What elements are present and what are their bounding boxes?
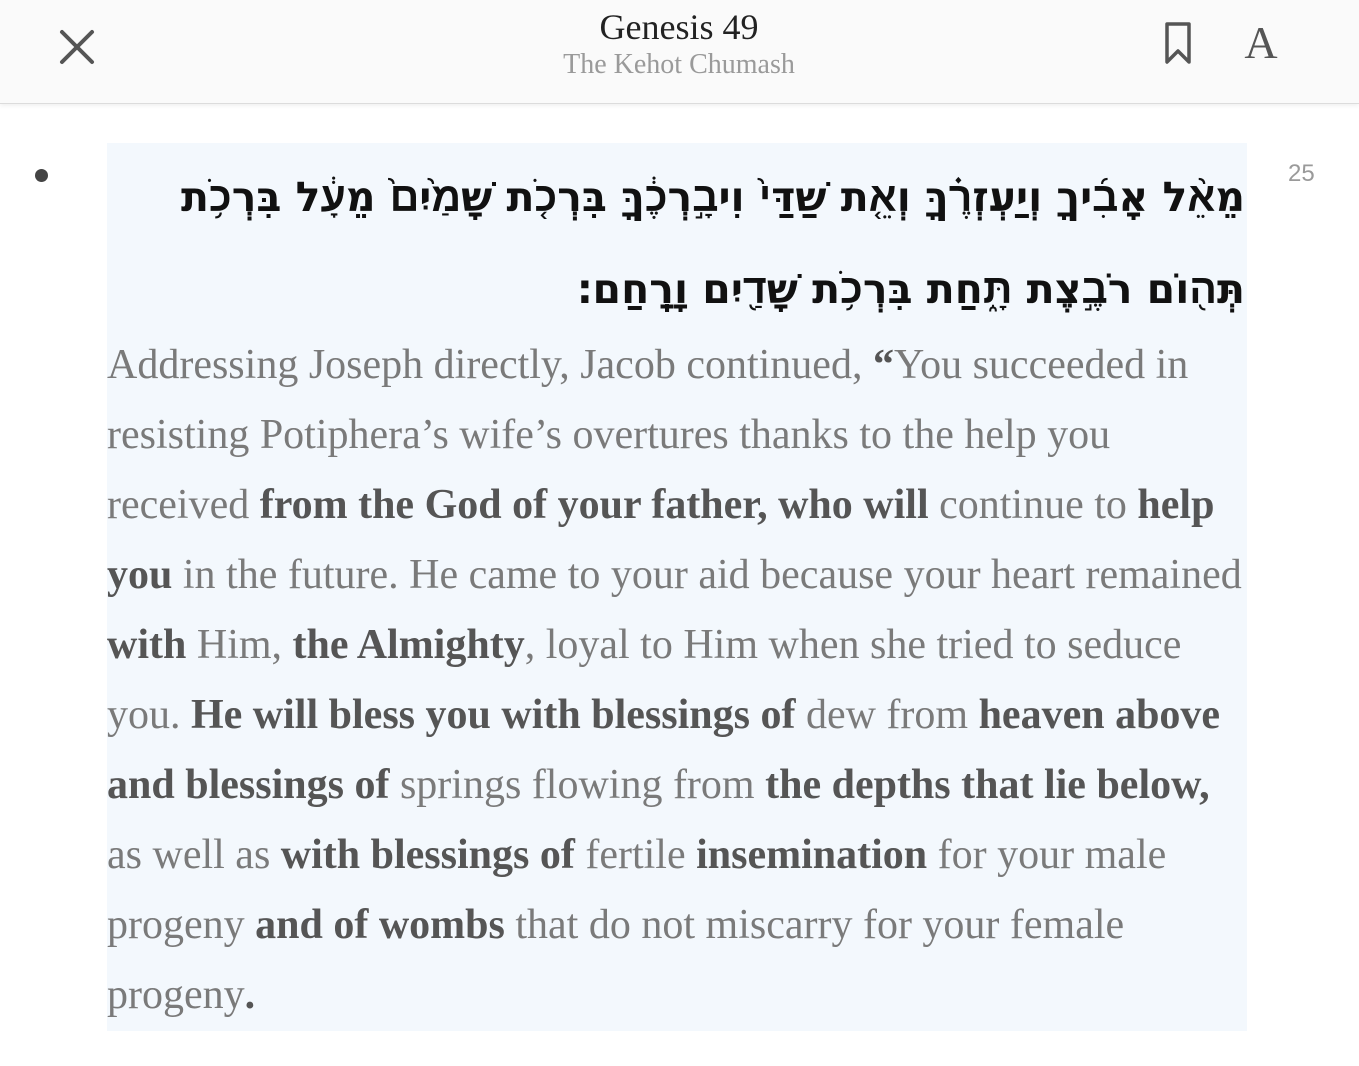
text-phrase: , loyal to Him when she tried to seduce you. [107,622,1182,738]
verse-number: 25 [1288,160,1315,187]
text-phrase: dew from [795,692,979,738]
text-phrase: for your male progeny [107,832,1167,948]
text-phrase: Addressing Joseph directly, Jacob continued, [107,342,873,388]
bookmark-button[interactable] [1158,20,1198,66]
top-bar [0,0,1359,104]
text-phrase: fertile [574,832,697,878]
font-size-button[interactable]: A [1244,17,1278,68]
bookmark-icon [1158,20,1198,66]
close-icon [52,22,102,72]
bold-phrase: with [107,622,187,668]
bold-phrase: insemination [696,832,928,878]
hebrew-verse-text: מֵאֵ֨ל אָבִ֜יךָ וְיַעְזְרֶ֗ךָּ וְאֵ֤ת שַׁדַּי֙ וִיבָ֣רְכֶ֔ךָּ בִּרְכֹ֤ת שָׁמַ֙יִם֙ מֵעָ֔ל בִּרְכֹ֥ת תְּה֖וֹם רֹבֶ֣צֶת תָּ֑חַת בִּרְכֹ֥ת שָׁדַ֖יִם וָרָֽחַם׃ [181,173,1245,313]
bold-phrase: help you [107,482,1215,598]
bold-phrase: from the God of your father, who will [259,482,929,528]
bold-phrase: heaven above and blessings of [107,692,1221,808]
text-phrase: that do not miscarry for your female progeny [107,902,1125,1018]
bold-phrase: . [244,972,256,1018]
title-group [429,6,929,82]
verse-block[interactable] [107,143,1247,1031]
page-subtitle: The Kehot Chumash [563,49,795,80]
verse-bullet [35,169,48,182]
close-button[interactable] [52,22,102,72]
bold-phrase: with blessings of [280,832,575,878]
bold-phrase: the depths that lie below, [765,762,1210,808]
text-phrase: springs flowing from [389,762,766,808]
english-translation [107,330,1247,1030]
bold-phrase: the Almighty [292,622,525,668]
bold-phrase: and of wombs [255,902,505,948]
text-phrase: You succeeded in resisting Potiphera’s wife’s overtures thanks to the help you received [107,342,1189,528]
page-title: Genesis 49 [599,7,759,47]
text-phrase: Him, [186,622,293,668]
bold-phrase: “ [872,342,894,388]
bold-phrase: He will bless you with blessings of [191,692,796,738]
text-phrase: as well as [107,832,281,878]
text-phrase: in the future. He came to your aid because your heart remained [172,552,1242,598]
text-phrase: continue to [928,482,1138,528]
